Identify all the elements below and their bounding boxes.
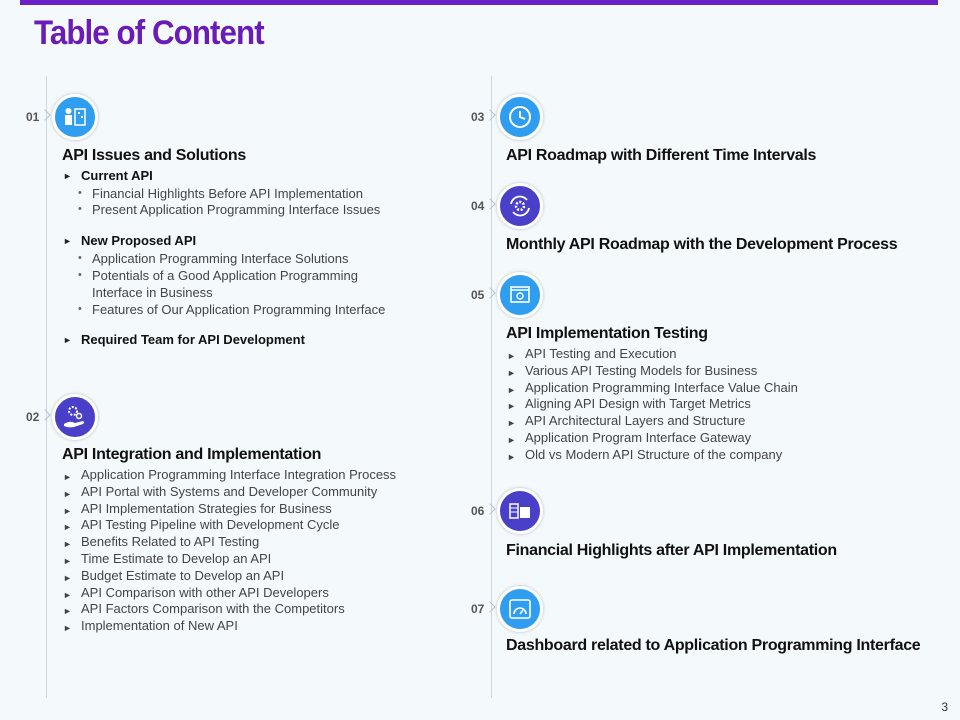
list-item: ► Time Estimate to Develop an API bbox=[81, 550, 271, 567]
section-number-06: 06 bbox=[471, 504, 485, 518]
section-number-03: 03 bbox=[471, 110, 485, 124]
list-item: • Financial Highlights Before API Implementation bbox=[92, 185, 363, 202]
section-number-01: 01 bbox=[26, 110, 40, 124]
browser-testing-icon bbox=[497, 272, 543, 318]
section-heading-07: Dashboard related to Application Programming Interface bbox=[506, 637, 921, 654]
list-item: ► Application Programming Interface Integration Process bbox=[81, 466, 396, 483]
list-item: ► Various API Testing Models for Business bbox=[525, 362, 757, 379]
list-item: ► Old vs Modern API Structure of the company bbox=[525, 446, 782, 463]
list-item: • Features of Our Application Programming Interface bbox=[92, 301, 385, 318]
list-item: ► Application Programming Interface Value Chain bbox=[525, 379, 798, 396]
section-heading-03: API Roadmap with Different Time Intervals bbox=[506, 147, 817, 164]
list-item: ► Implementation of New API bbox=[81, 617, 238, 634]
list-item: ► API Testing Pipeline with Development Cycle bbox=[81, 516, 339, 533]
team-building-icon bbox=[52, 94, 98, 140]
gear-hand-icon bbox=[52, 394, 98, 440]
list-item: ► API Testing and Execution bbox=[525, 345, 677, 362]
page-number: 3 bbox=[941, 700, 948, 714]
list-item: ► Application Program Interface Gateway bbox=[525, 429, 751, 446]
list-item: ► API Architectural Layers and Structure bbox=[525, 412, 745, 429]
clock-icon bbox=[497, 94, 543, 140]
list-item: • Application Programming Interface Solutions bbox=[92, 250, 349, 267]
top-accent-bar bbox=[20, 0, 938, 5]
subgroup-required-team: ► Required Team for API Development bbox=[81, 332, 305, 347]
list-item: ► API Comparison with other API Developers bbox=[81, 584, 329, 601]
list-item: ► Benefits Related to API Testing bbox=[81, 533, 259, 550]
section-heading-04: Monthly API Roadmap with the Development Process bbox=[506, 236, 898, 253]
list-item: ► Budget Estimate to Develop an API bbox=[81, 567, 284, 584]
money-stack-icon bbox=[497, 488, 543, 534]
list-item: • Potentials of a Good Application Programming Interface in Business bbox=[92, 267, 392, 301]
section-number-05: 05 bbox=[471, 288, 485, 302]
section-heading-05: API Implementation Testing bbox=[506, 325, 708, 342]
page-title: Table of Content bbox=[34, 14, 264, 52]
section-number-07: 07 bbox=[471, 602, 485, 616]
section-heading-01: API Issues and Solutions bbox=[62, 147, 246, 164]
subgroup-current-api: ► Current API bbox=[81, 168, 153, 183]
section-heading-02: API Integration and Implementation bbox=[62, 446, 322, 463]
dashboard-gauge-icon bbox=[497, 586, 543, 632]
list-item: ► API Factors Comparison with the Competitors bbox=[81, 600, 345, 617]
gear-cycle-icon bbox=[497, 183, 543, 229]
list-item: ► API Portal with Systems and Developer Community bbox=[81, 483, 377, 500]
subgroup-new-proposed-api: ► New Proposed API bbox=[81, 233, 196, 248]
list-item: ► API Implementation Strategies for Business bbox=[81, 500, 332, 517]
list-item: ► Aligning API Design with Target Metrics bbox=[525, 395, 751, 412]
section-heading-06: Financial Highlights after API Implementation bbox=[506, 542, 837, 559]
left-divider-line bbox=[46, 76, 47, 698]
list-item: • Present Application Programming Interface Issues bbox=[92, 201, 380, 218]
section-number-04: 04 bbox=[471, 199, 485, 213]
section-number-02: 02 bbox=[26, 410, 40, 424]
